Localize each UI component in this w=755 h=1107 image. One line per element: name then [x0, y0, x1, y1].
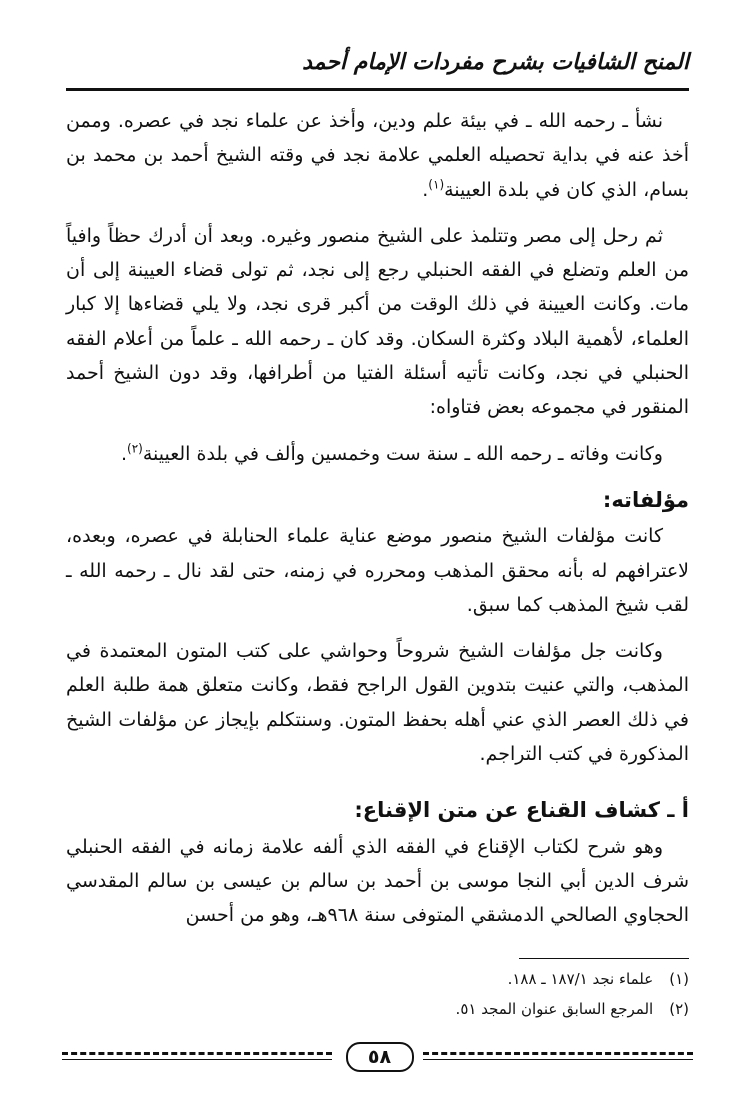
- paragraph-death: [66, 437, 689, 471]
- footer-ornament-left: [62, 1052, 332, 1060]
- paragraph-text: ثم رحل إلى مصر وتتلمذ على الشيخ منصور وغيره. وبعد أن أدرك حظاً وافياً من العلم وتضلع في الفقه الحنبلي رجع إلى نجد، ثم تولى قضاء العيينة إلى أن مات. وكانت العيينة في ذلك الوقت من أكبر قرى نجد، ولا يلي قضاءها إلا كبار العلماء، لأهمية البلاد وكثرة السكان. وقد كان ـ رحمه الله ـ علماً من أعلام الفقه الحنبلي في نجد، وكانت تأتيه أسئلة الفتيا من أطرافها، وقد دون الشيخ أحمد المنقور في مجموعه بعض فتاواه:: [66, 224, 689, 419]
- footer-ornament-right: [423, 1052, 693, 1060]
- paragraph-kashshaf: وهو شرح لكتاب الإقناع في الفقه الذي ألفه علامة زمانه في الفقه الحنبلي شرف الدين أبي النجا موسى بن أحمد بن سالم بن عيسى بن سالم المقدسي الحجاوي الصالحي الدمشقي المتوفى سنة ٩٦٨هـ، وهو من أحسن: [66, 835, 689, 927]
- paragraph-tail: .: [120, 442, 128, 465]
- footnote-text: علماء نجد ١٨٧/١ ـ ١٨٨.: [507, 970, 654, 988]
- subsection-heading-kashshaf: أ ـ كشاف القناع عن متن الإقناع:: [354, 798, 689, 823]
- paragraph-works-1: كانت مؤلفات الشيخ منصور موضع عناية علماء الحنابلة في عصره، وبعده، لاعترافهم له بأنه محقق المذهب ومحرره في زمنه، حتى لقد نال ـ رحمه الله ـ لقب شيخ المذهب كما سبق.: [66, 525, 689, 616]
- paragraph-travel: [66, 219, 689, 425]
- footnote-ref: (١): [428, 177, 445, 192]
- page-number: ٥٨: [346, 1042, 414, 1072]
- footnotes: [66, 964, 689, 1024]
- page-footer: [62, 1040, 693, 1076]
- paragraph-upbringing: [66, 104, 689, 207]
- section-heading-works: مؤلفاته:: [602, 487, 689, 512]
- running-head-title: المنح الشافيات بشرح مفردات الإمام أحمد: [302, 50, 689, 75]
- footnote-rule: [519, 958, 689, 959]
- paragraph-text: نشأ ـ رحمه الله ـ في بيئة علم ودين، وأخذ عن علماء نجد في عصره. وممن أخذ عنه في بداية تحصيله العلمي علامة نجد في وقته الشيخ أحمد بن محمد بن بسام، الذي كان في بلدة العيينة: [66, 110, 689, 201]
- footnote-text: المرجع السابق عنوان المجد ٥١.: [455, 1000, 654, 1018]
- footnote-number: (٢): [669, 1000, 689, 1018]
- paragraph-text: وكانت وفاته ـ رحمه الله ـ سنة ست وخمسين وألف في بلدة العيينة: [142, 442, 663, 465]
- footnote-2: [66, 994, 689, 1024]
- footnote-number: (١): [669, 970, 689, 988]
- paragraph-works-2: وكانت جل مؤلفات الشيخ شروحاً وحواشي على كتب المتون المعتمدة في المذهب، والتي عنيت بتدوين القول الراجح فقط، وكانت متعلق همة طلبة العلم في ذلك العصر الذي عني أهله بحفظ المتون. وسنتكلم بإيجاز عن مؤلفات الشيخ المذكورة في كتب التراجم.: [66, 640, 689, 766]
- body-text: [66, 104, 689, 945]
- running-head: [66, 50, 689, 90]
- footnote-1: [66, 964, 689, 994]
- header-rule: [66, 88, 689, 91]
- paragraph-tail: .: [422, 178, 429, 201]
- footnote-ref: (٢): [127, 441, 143, 456]
